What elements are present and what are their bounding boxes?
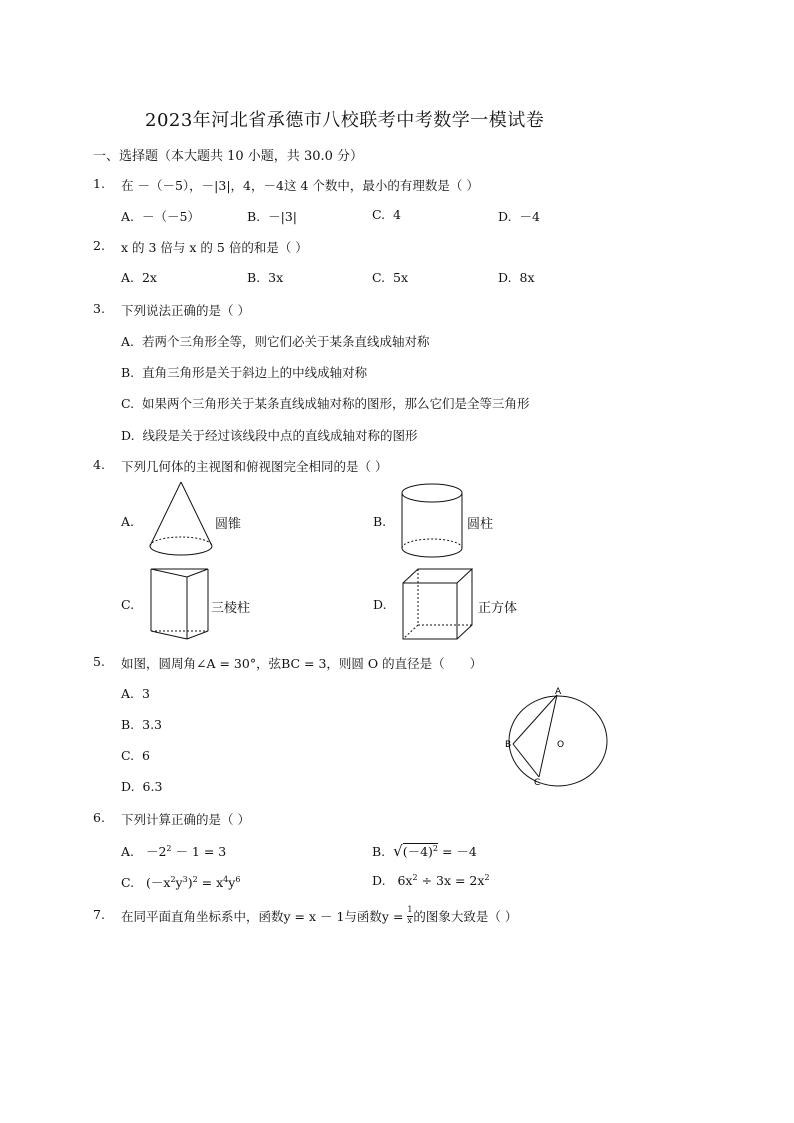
question-number: 6.: [93, 810, 105, 825]
option-key: D.: [373, 597, 387, 612]
option-key: C.: [372, 270, 386, 285]
page-title: 2023年河北省承德市八校联考中考数学一模试卷: [145, 110, 545, 131]
option-b: [121, 363, 367, 381]
option-key: A.: [121, 334, 135, 349]
option-key: A.: [121, 270, 135, 285]
option-text: －（－5）: [141, 209, 200, 224]
option-key: D.: [121, 779, 135, 794]
option-text: 6.3: [142, 779, 163, 794]
option-d: [121, 426, 418, 444]
option-d: [498, 207, 540, 225]
option-text: 2x: [141, 270, 157, 285]
triangular-prism-figure: [148, 566, 214, 646]
option-key: C.: [121, 597, 135, 612]
option-key: C.: [121, 875, 135, 890]
option-a: [121, 332, 429, 350]
option-text: 线段是关于经过该线段中点的直线成轴对称的图形: [142, 428, 418, 443]
option-key: D.: [372, 873, 386, 888]
circle-figure: [500, 685, 615, 790]
option-key: A.: [121, 686, 135, 701]
question-number: 7.: [93, 907, 105, 922]
question-number: 2.: [93, 238, 105, 253]
section-heading: 一、选择题（本大题共 10 小题，共 30.0 分）: [93, 149, 364, 164]
point-label-a: A: [555, 687, 562, 697]
question-stem: 下列说法正确的是（ ）: [121, 303, 250, 318]
option-key: B.: [247, 270, 261, 285]
option-text: 圆柱: [467, 517, 494, 532]
option-a: [121, 207, 200, 225]
option-text: 8x: [519, 270, 535, 285]
option-text: 如果两个三角形关于某条直线成轴对称的图形，那么它们是全等三角形: [142, 396, 530, 411]
option-math: $-2^2 - 1 = 3$: [145, 843, 227, 859]
option-key: C.: [372, 207, 386, 222]
option-d: [372, 873, 490, 888]
point-label-b: B: [505, 740, 512, 750]
question-number: 3.: [93, 301, 105, 316]
option-key: B.: [121, 365, 135, 380]
option-key: D.: [498, 209, 512, 224]
option-a: [121, 270, 157, 285]
option-key: A.: [121, 844, 135, 859]
option-key: B.: [372, 844, 386, 859]
option-key: C.: [121, 748, 135, 763]
option-text: －4: [519, 209, 540, 224]
option-b: [247, 207, 297, 225]
option-d: [121, 779, 162, 794]
option-a: [121, 842, 226, 860]
option-text: －|3|: [268, 209, 298, 224]
option-key: B.: [121, 717, 135, 732]
question-number: 1.: [93, 176, 105, 191]
option-text: 直角三角形是关于斜边上的中线成轴对称: [142, 365, 368, 380]
question-stem: 在 －（－5），－|3|，4，－4这 4 个数中，最小的有理数是（ ）: [121, 178, 479, 193]
option-text: 圆锥: [215, 517, 242, 532]
cube-figure: [400, 567, 476, 643]
option-key: B.: [373, 514, 387, 529]
option-math: $(-x^2y^3)^2 = x^4y^6$: [146, 874, 241, 890]
option-b: [372, 842, 477, 860]
cylinder-figure: [400, 482, 466, 562]
point-label-c: C: [534, 778, 541, 788]
option-math: $6x^2 \div 3x = 2x^2$: [397, 872, 490, 888]
option-b: [247, 270, 283, 285]
option-text: 3x: [268, 270, 284, 285]
option-key: B.: [247, 209, 261, 224]
option-c: [121, 394, 530, 412]
question-number: 5.: [93, 654, 105, 669]
point-label-o: O: [557, 740, 565, 750]
question-stem: x 的 3 倍与 x 的 5 倍的和是（ ）: [121, 240, 308, 255]
option-key: D.: [498, 270, 512, 285]
option-d: [498, 270, 535, 285]
question-stem: 在同平面直角坐标系中，函数y = x － 1与函数y = $\frac{1}{x}$ 的图象大致是（ ）: [121, 904, 518, 925]
option-math: $√(-4)^2 = -4$: [393, 842, 477, 860]
question-stem: 下列几何体的主视图和俯视图完全相同的是（ ）: [121, 459, 388, 474]
option-text: 正方体: [478, 601, 518, 616]
option-text: 三棱柱: [211, 601, 251, 616]
option-a: [121, 686, 150, 701]
option-key: A.: [121, 514, 135, 529]
option-c: [372, 270, 408, 285]
option-b: [121, 717, 162, 732]
question-stem: 下列计算正确的是（ ）: [121, 812, 250, 827]
option-text: 3: [141, 686, 150, 701]
option-key: C.: [121, 396, 135, 411]
question-stem: 如图，圆周角∠A = 30°，弦BC = 3，则圆 O 的直径是（ ）: [121, 656, 483, 671]
option-key: D.: [121, 428, 135, 443]
option-key: A.: [121, 209, 135, 224]
option-text: 6: [142, 748, 150, 763]
fraction: $\frac{1}{x}$: [407, 904, 413, 925]
option-text: 3.3: [142, 717, 163, 732]
question-number: 4.: [93, 457, 105, 472]
option-c: [372, 207, 401, 222]
option-c: [121, 873, 240, 891]
option-text: 4: [393, 207, 401, 222]
option-text: 若两个三角形全等，则它们必关于某条直线成轴对称: [141, 334, 430, 349]
cone-figure: [145, 480, 220, 560]
option-text: 5x: [393, 270, 409, 285]
option-c: [121, 748, 150, 763]
